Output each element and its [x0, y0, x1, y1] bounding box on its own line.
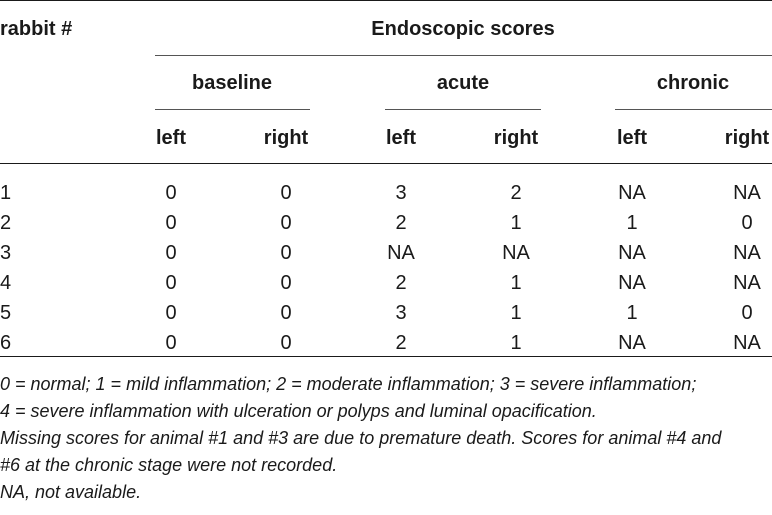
cell-score: 1 [626, 212, 638, 234]
footnote-scale-line1: 0 = normal; 1 = mild inflammation; 2 = moderate inflammation; 3 = severe inflammation; [0, 374, 697, 394]
cell-score: NA [733, 242, 761, 264]
cell-score: NA [618, 332, 646, 354]
side-header-baseline-right: right [263, 127, 309, 149]
cell-score: 0 [165, 272, 177, 294]
cell-rabbit-id: 5 [0, 302, 12, 324]
cell-score: 0 [280, 212, 292, 234]
cell-score: 1 [510, 332, 522, 354]
cell-score: 1 [510, 272, 522, 294]
cell-score: NA [618, 182, 646, 204]
row-header: rabbit # [0, 18, 73, 40]
cell-score: 1 [510, 212, 522, 234]
stage-header-chronic: chronic [656, 72, 730, 94]
side-header-chronic-left: left [617, 127, 647, 149]
side-header-acute-right: right [493, 127, 539, 149]
cell-score: 0 [280, 182, 292, 204]
cell-score: 1 [626, 302, 638, 324]
cell-score: NA [387, 242, 415, 264]
cell-score: NA [733, 272, 761, 294]
cell-rabbit-id: 3 [0, 242, 12, 264]
cell-score: NA [502, 242, 530, 264]
acute-underline [385, 109, 541, 110]
cell-score: 0 [280, 332, 292, 354]
cell-score: NA [618, 272, 646, 294]
baseline-underline [155, 109, 310, 110]
cell-score: 0 [165, 242, 177, 264]
cell-score: 2 [395, 332, 407, 354]
footnote-missing-line2: #6 at the chronic stage were not recorded. [0, 455, 338, 475]
cell-rabbit-id: 1 [0, 182, 12, 204]
cell-score: NA [733, 182, 761, 204]
header-bottom-rule [0, 163, 772, 164]
footnote-missing-line1: Missing scores for animal #1 and #3 are due to premature death. Scores for animal #4 and [0, 428, 722, 448]
group-underline [155, 55, 772, 56]
cell-score: 0 [165, 302, 177, 324]
cell-score: NA [618, 242, 646, 264]
cell-score: 2 [395, 272, 407, 294]
stage-header-baseline: baseline [191, 72, 273, 94]
cell-score: 2 [395, 212, 407, 234]
cell-score: 0 [280, 272, 292, 294]
side-header-baseline-left: left [156, 127, 186, 149]
cell-score: 1 [510, 302, 522, 324]
cell-score: 3 [395, 182, 407, 204]
cell-score: 0 [280, 302, 292, 324]
cell-score: 0 [280, 242, 292, 264]
cell-rabbit-id: 6 [0, 332, 12, 354]
cell-score: 3 [395, 302, 407, 324]
stage-header-acute: acute [436, 72, 490, 94]
cell-rabbit-id: 2 [0, 212, 12, 234]
cell-score: 0 [741, 302, 753, 324]
group-header: Endoscopic scores [371, 18, 555, 40]
footnote-scale-line2: 4 = severe inflammation with ulceration or polyps and luminal opacification. [0, 401, 597, 421]
cell-rabbit-id: 4 [0, 272, 12, 294]
cell-score: 2 [510, 182, 522, 204]
table-bottom-rule [0, 356, 772, 357]
footnote-na: NA, not available. [0, 482, 142, 502]
cell-score: 0 [741, 212, 753, 234]
cell-score: 0 [165, 212, 177, 234]
side-header-chronic-right: right [724, 127, 770, 149]
top-rule [0, 0, 772, 1]
cell-score: NA [733, 332, 761, 354]
side-header-acute-left: left [386, 127, 416, 149]
cell-score: 0 [165, 332, 177, 354]
chronic-underline [615, 109, 772, 110]
cell-score: 0 [165, 182, 177, 204]
